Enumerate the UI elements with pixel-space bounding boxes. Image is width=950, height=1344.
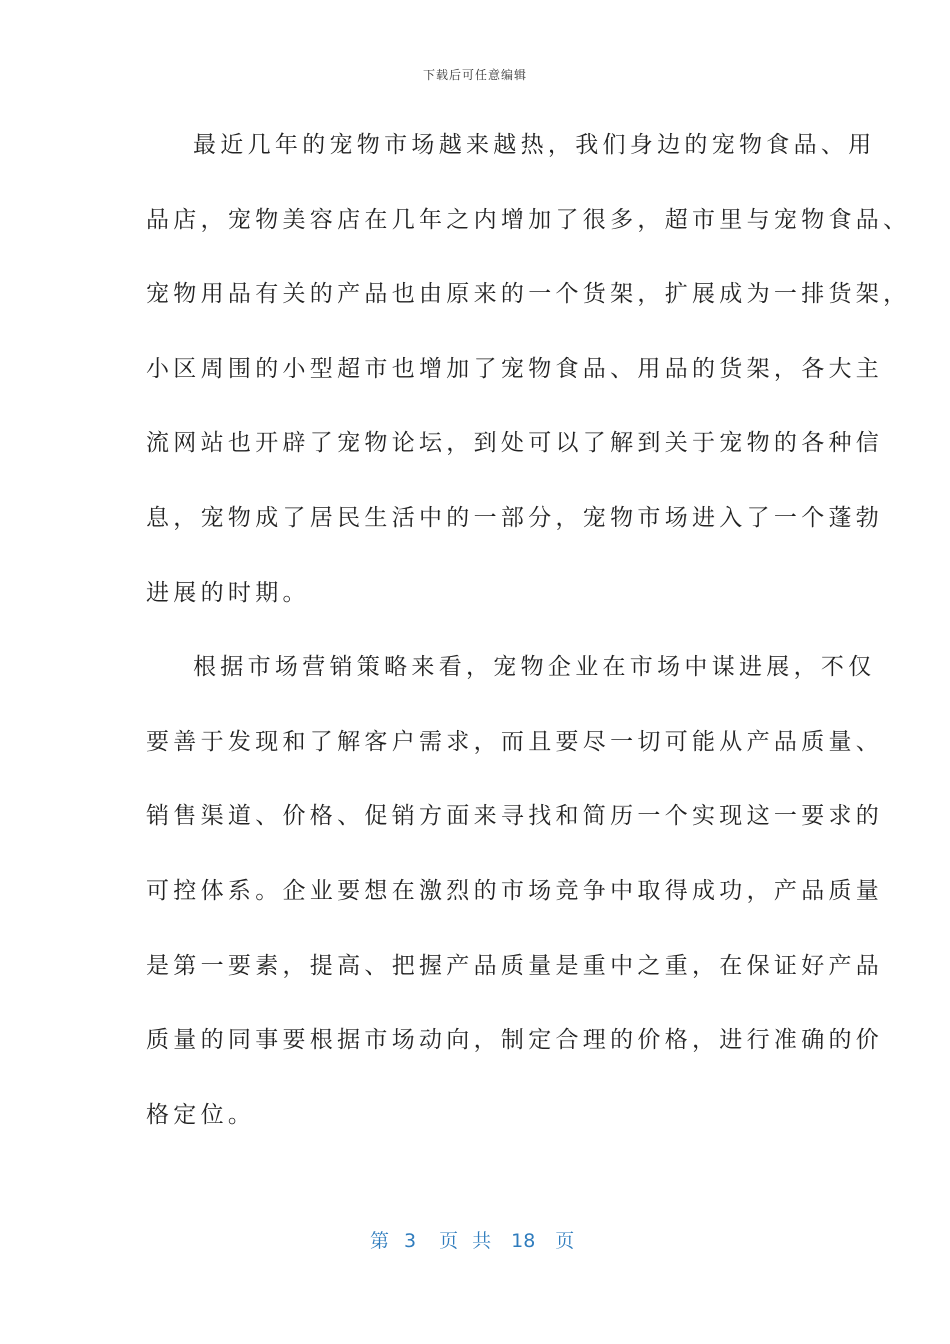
text-line: 是第一要素，提高、把握产品质量是重中之重，在保证好产品 xyxy=(146,952,884,979)
text-line: 可控体系。企业要想在激烈的市场竞争中取得成功，产品质量 xyxy=(146,877,884,904)
text-line: 小区周围的小型超市也增加了宠物食品、用品的货架，各大主 xyxy=(146,355,884,382)
text-line: 品店，宠物美容店在几年之内增加了很多，超市里与宠物食品、 xyxy=(146,206,911,233)
text-line: 流网站也开辟了宠物论坛，到处可以了解到关于宠物的各种信 xyxy=(146,430,884,457)
footer-prefix: 第 xyxy=(370,1230,390,1252)
page-number-footer xyxy=(370,1226,574,1254)
text-line: 质量的同事要根据市场动向，制定合理的价格，进行准确的价 xyxy=(146,1027,884,1054)
total-pages-number: 18 xyxy=(511,1230,536,1252)
text-line: 进展的时期。 xyxy=(146,579,310,606)
text-line: 最近几年的宠物市场越来越热，我们身边的宠物食品、用 xyxy=(193,132,876,158)
footer-middle: 页 共 xyxy=(439,1230,496,1252)
text-line: 要善于发现和了解客户需求，而且要尽一切可能从产品质量、 xyxy=(146,728,884,755)
text-line: 息，宠物成了居民生活中的一部分，宠物市场进入了一个蓬勃 xyxy=(146,504,884,531)
text-line: 销售渠道、价格、促销方面来寻找和简历一个实现这一要求的 xyxy=(146,803,884,830)
text-line: 格定位。 xyxy=(146,1101,256,1128)
footer-suffix: 页 xyxy=(555,1230,575,1252)
paragraph-2 xyxy=(146,630,884,1152)
page-header-note: 下载后可任意编辑 xyxy=(422,68,527,82)
text-line: 宠物用品有关的产品也由原来的一个货架，扩展成为一排货架， xyxy=(146,281,911,308)
text-line: 根据市场营销策略来看，宠物企业在市场中谋进展，不仅 xyxy=(193,654,876,681)
document-body xyxy=(146,108,911,1152)
paragraph-1 xyxy=(146,108,911,630)
current-page-number: 3 xyxy=(404,1230,417,1252)
